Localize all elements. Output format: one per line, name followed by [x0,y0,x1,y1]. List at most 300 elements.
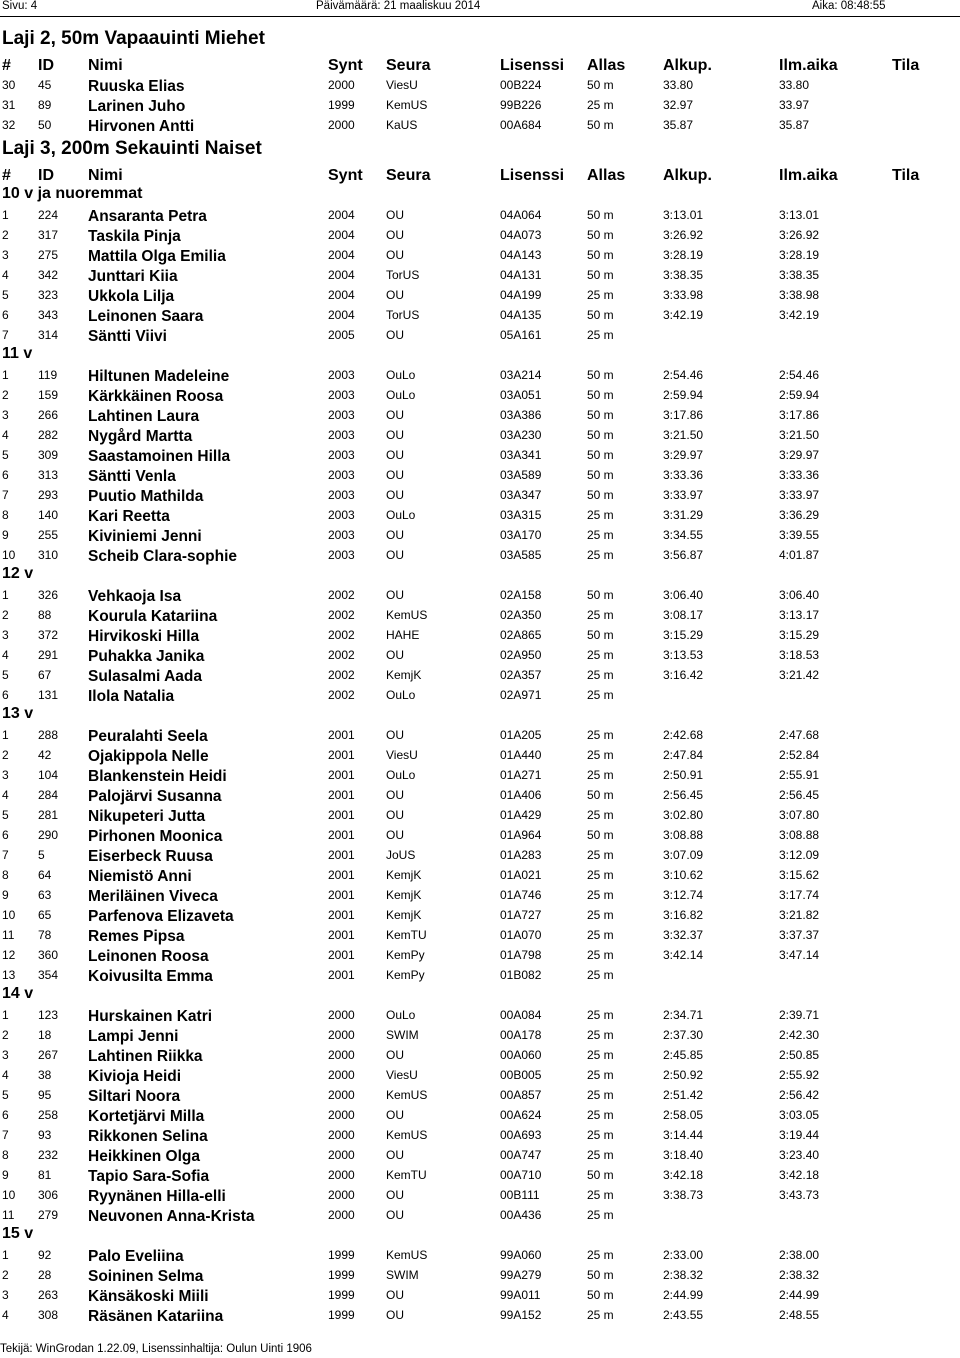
entry-pool: 50 m [587,828,614,842]
entry-pool: 25 m [587,948,614,962]
entry-club: KemjK [386,868,422,882]
entry-reg: 3:36.29 [779,508,820,522]
entry-year: 2004 [328,288,355,302]
entry-row [0,604,960,624]
entry-year: 2002 [328,688,355,702]
entry-row [0,484,960,504]
entry-id: 28 [38,1268,52,1282]
entry-year: 2000 [328,1168,355,1182]
entry-license: 00B005 [500,1068,542,1082]
entry-id: 81 [38,1168,52,1182]
entry-pool: 25 m [587,688,614,702]
entry-year: 2001 [328,928,355,942]
entry-pool: 25 m [587,728,614,742]
entry-id: 317 [38,228,59,242]
entry-id: 89 [38,98,52,112]
entry-num: 3 [2,628,9,642]
entry-name: Heikkinen Olga [88,1148,200,1165]
entry-reg: 2:47.68 [779,728,820,742]
entry-license: 00A747 [500,1148,542,1162]
entry-club: ViesU [386,748,418,762]
entry-name: Leinonen Roosa [88,948,209,965]
entry-year: 2001 [328,728,355,742]
column-header-row [0,164,960,184]
entry-entry: 3:15.29 [663,628,704,642]
column-header-license: Lisenssi [500,57,565,74]
entry-license: 00A060 [500,1048,542,1062]
entry-row [0,384,960,404]
entry-row [0,114,960,134]
entry-year: 1999 [328,1308,355,1322]
entry-reg: 4:01.87 [779,548,820,562]
entry-reg: 2:48.55 [779,1308,820,1322]
entry-entry: 2:50.91 [663,768,704,782]
entry-name: Hirvikoski Hilla [88,628,200,645]
entry-entry: 2:54.46 [663,368,704,382]
entry-entry: 2:56.45 [663,788,704,802]
entry-license: 00A436 [500,1208,542,1222]
entry-id: 67 [38,668,52,682]
entry-name: Kivioja Heidi [88,1068,182,1085]
entry-club: ViesU [386,78,418,92]
entry-license: 00A710 [500,1168,542,1182]
entry-name: Kourula Katariina [88,608,218,625]
entry-year: 2000 [328,1088,355,1102]
entry-row [0,504,960,524]
entry-license: 00A693 [500,1128,542,1142]
entry-num: 9 [2,528,9,542]
entry-reg: 3:08.88 [779,828,820,842]
entry-id: 267 [38,1048,59,1062]
entry-pool: 25 m [587,1308,614,1322]
entry-year: 2003 [328,548,355,562]
entry-id: 288 [38,728,59,742]
entry-num: 4 [2,648,9,662]
entry-name: Neuvonen Anna-Krista [88,1208,255,1225]
entry-pool: 50 m [587,1268,614,1282]
entry-row [0,1064,960,1084]
entry-license: 01A727 [500,908,542,922]
entry-name: Säntti Venla [88,468,176,485]
entry-row [0,664,960,684]
entry-pool: 25 m [587,1028,614,1042]
entry-name: Tapio Sara-Sofia [88,1168,210,1185]
entry-id: 354 [38,968,59,982]
entry-name: Rikkonen Selina [88,1128,208,1145]
entry-pool: 25 m [587,1008,614,1022]
entry-entry: 3:34.55 [663,528,704,542]
entry-num: 8 [2,1148,9,1162]
entry-club: TorUS [386,308,420,322]
entry-year: 2003 [328,388,355,402]
entry-club: OuLo [386,688,416,702]
column-header-pool: Allas [587,57,626,74]
entry-num: 4 [2,788,9,802]
entry-num: 4 [2,268,9,282]
entry-row [0,1244,960,1264]
entry-license: 04A143 [500,248,542,262]
entry-row [0,284,960,304]
entry-club: OU [386,468,404,482]
entry-reg: 3:07.80 [779,808,820,822]
entry-entry: 2:59.94 [663,388,704,402]
entry-num: 5 [2,1088,9,1102]
entry-club: KemjK [386,888,422,902]
entry-entry: 3:13.53 [663,648,704,662]
entry-license: 04A135 [500,308,542,322]
entry-id: 78 [38,928,52,942]
entry-club: OU [386,448,404,462]
entry-pool: 50 m [587,408,614,422]
entry-row [0,1164,960,1184]
entry-license: 03A214 [500,368,542,382]
entry-id: 313 [38,468,59,482]
entry-club: KemPy [386,948,425,962]
entry-reg: 3:38.98 [779,288,820,302]
entry-row [0,464,960,484]
entry-reg: 2:44.99 [779,1288,820,1302]
entry-license: 00B224 [500,78,542,92]
entry-pool: 50 m [587,788,614,802]
entry-entry: 3:38.73 [663,1188,704,1202]
entry-entry: 2:38.32 [663,1268,704,1282]
entry-num: 7 [2,328,9,342]
entry-club: KemjK [386,668,422,682]
entry-license: 99A152 [500,1308,542,1322]
column-header-status: Tila [892,57,920,74]
entry-row [0,1264,960,1284]
entry-reg: 3:42.19 [779,308,820,322]
entry-id: 93 [38,1128,52,1142]
entry-reg: 3:43.73 [779,1188,820,1202]
entry-club: OU [386,1048,404,1062]
entry-club: SWIM [386,1268,419,1282]
entry-num: 1 [2,1008,9,1022]
entry-reg: 3:33.36 [779,468,820,482]
entry-num: 6 [2,468,9,482]
entry-pool: 25 m [587,848,614,862]
entry-reg: 3:29.97 [779,448,820,462]
entry-club: JoUS [386,848,416,862]
entry-license: 01B082 [500,968,542,982]
entry-club: OuLo [386,368,416,382]
entry-reg: 3:21.82 [779,908,820,922]
entry-year: 2002 [328,588,355,602]
entry-id: 343 [38,308,59,322]
entry-name: Lahtinen Laura [88,408,200,425]
entry-license: 05A161 [500,328,542,342]
entry-pool: 25 m [587,868,614,882]
entry-entry: 3:42.14 [663,948,704,962]
entry-year: 2003 [328,448,355,462]
footer-credit: Tekijä: WinGrodan 1.22.09, Lisenssinhaltija: Oulun Uinti 1906 [0,1343,312,1355]
entry-num: 1 [2,1248,9,1262]
entry-license: 00A684 [500,118,542,132]
entry-club: OU [386,1308,404,1322]
entry-license: 01A964 [500,828,542,842]
entry-reg: 3:39.55 [779,528,820,542]
entry-reg: 3:15.62 [779,868,820,882]
event-title: Laji 2, 50m Vapaauinti Miehet [2,28,265,49]
entry-club: OU [386,328,404,342]
entry-name: Blankenstein Heidi [88,768,227,785]
entry-license: 03A589 [500,468,542,482]
entry-year: 2001 [328,768,355,782]
entry-num: 3 [2,1288,9,1302]
entry-reg: 3:21.42 [779,668,820,682]
entry-year: 2001 [328,948,355,962]
entry-reg: 3:12.09 [779,848,820,862]
entry-license: 02A158 [500,588,542,602]
column-header-entry: Alkup. [663,57,712,74]
entry-reg: 2:38.32 [779,1268,820,1282]
entry-row [0,304,960,324]
entry-pool: 25 m [587,1048,614,1062]
entry-club: OU [386,1148,404,1162]
entry-entry: 3:17.86 [663,408,704,422]
entry-reg: 3:33.97 [779,488,820,502]
entry-id: 281 [38,808,59,822]
entry-id: 326 [38,588,59,602]
entry-num: 8 [2,508,9,522]
entry-year: 2000 [328,1208,355,1222]
entry-club: OU [386,588,404,602]
entry-year: 2001 [328,968,355,982]
entry-row [0,74,960,94]
entry-reg: 2:54.46 [779,368,820,382]
entry-license: 02A865 [500,628,542,642]
entry-row [0,544,960,564]
entry-id: 306 [38,1188,59,1202]
entry-year: 2003 [328,528,355,542]
entry-name: Ryynänen Hilla-elli [88,1188,226,1205]
entry-club: OU [386,1208,404,1222]
entry-reg: 3:47.14 [779,948,820,962]
entry-club: OU [386,1108,404,1122]
entry-year: 2000 [328,1008,355,1022]
age-group-title: 14 v [2,985,34,1002]
entry-entry: 3:42.18 [663,1168,704,1182]
entry-pool: 50 m [587,628,614,642]
entry-license: 01A440 [500,748,542,762]
entry-name: Puhakka Janika [88,648,205,665]
entry-license: 03A585 [500,548,542,562]
entry-year: 2001 [328,888,355,902]
entry-year: 2004 [328,268,355,282]
entry-row [0,444,960,464]
entry-license: 04A073 [500,228,542,242]
entry-entry: 3:08.88 [663,828,704,842]
column-header-num: # [2,167,11,184]
entry-year: 2001 [328,748,355,762]
entry-reg: 3:06.40 [779,588,820,602]
entry-id: 140 [38,508,59,522]
entry-license: 99A279 [500,1268,542,1282]
entry-num: 13 [2,968,16,982]
entry-year: 2004 [328,308,355,322]
entry-row [0,864,960,884]
entry-num: 7 [2,848,9,862]
entry-year: 2001 [328,848,355,862]
entry-pool: 50 m [587,488,614,502]
entry-year: 2003 [328,428,355,442]
entry-id: 38 [38,1068,52,1082]
entry-pool: 25 m [587,1088,614,1102]
entry-entry: 35.87 [663,118,694,132]
entry-license: 04A199 [500,288,542,302]
entry-reg: 2:59.94 [779,388,820,402]
entry-pool: 50 m [587,208,614,222]
entry-pool: 25 m [587,1188,614,1202]
column-header-reg: Ilm.aika [779,167,838,184]
entry-name: Hiltunen Madeleine [88,368,230,385]
entry-id: 63 [38,888,52,902]
entry-pool: 50 m [587,78,614,92]
column-header-num: # [2,57,11,74]
entry-entry: 2:33.00 [663,1248,704,1262]
entry-entry: 3:38.35 [663,268,704,282]
entry-num: 5 [2,668,9,682]
entry-year: 2003 [328,408,355,422]
entry-pool: 50 m [587,308,614,322]
entry-reg: 3:19.44 [779,1128,820,1142]
entry-name: Nikupeteri Jutta [88,808,206,825]
entry-pool: 50 m [587,1168,614,1182]
entry-id: 284 [38,788,59,802]
entry-name: Palojärvi Susanna [88,788,222,805]
entry-reg: 2:52.84 [779,748,820,762]
entry-year: 2002 [328,668,355,682]
entry-name: Ansaranta Petra [88,208,207,225]
entry-reg: 33.97 [779,98,810,112]
entry-year: 2000 [328,1068,355,1082]
entry-year: 2000 [328,1048,355,1062]
entry-club: OU [386,408,404,422]
entry-id: 95 [38,1088,52,1102]
column-header-club: Seura [386,167,431,184]
page-header [0,0,960,14]
entry-row [0,1124,960,1144]
entry-club: TorUS [386,268,420,282]
entry-pool: 50 m [587,228,614,242]
entry-license: 00A084 [500,1008,542,1022]
entry-num: 2 [2,1028,9,1042]
entry-row [0,884,960,904]
entry-pool: 25 m [587,968,614,982]
entry-club: KemUS [386,608,428,622]
entry-num: 2 [2,748,9,762]
entry-num: 6 [2,828,9,842]
column-header-id: ID [38,57,54,74]
entry-reg: 3:03.05 [779,1108,820,1122]
entry-club: KemjK [386,908,422,922]
entry-pool: 25 m [587,1208,614,1222]
entry-club: HAHE [386,628,420,642]
entry-license: 02A971 [500,688,542,702]
entry-row [0,1304,960,1324]
entry-reg: 35.87 [779,118,810,132]
entry-license: 03A347 [500,488,542,502]
age-group-title: 13 v [2,705,34,722]
entry-num: 9 [2,1168,9,1182]
entry-row [0,1024,960,1044]
entry-entry: 3:08.17 [663,608,704,622]
entry-entry: 3:28.19 [663,248,704,262]
entry-name: Niemistö Anni [88,868,192,885]
entry-id: 92 [38,1248,52,1262]
entry-name: Hirvonen Antti [88,118,195,135]
entry-id: 258 [38,1108,59,1122]
entry-row [0,1204,960,1224]
entry-name: Larinen Juho [88,98,186,115]
entry-entry: 3:16.82 [663,908,704,922]
entry-reg: 3:13.01 [779,208,820,222]
entry-club: OU [386,228,404,242]
entry-row [0,94,960,114]
entry-year: 2003 [328,368,355,382]
column-header-name: Nimi [88,57,123,74]
entry-name: Sulasalmi Aada [88,668,203,685]
entry-id: 18 [38,1028,52,1042]
entry-name: Pirhonen Moonica [88,828,223,845]
entry-reg: 3:23.40 [779,1148,820,1162]
entry-club: OU [386,648,404,662]
column-header-club: Seura [386,57,431,74]
entry-num: 10 [2,908,16,922]
entry-club: OuLo [386,768,416,782]
entry-entry: 2:50.92 [663,1068,704,1082]
entry-id: 314 [38,328,59,342]
entry-id: 293 [38,488,59,502]
entry-id: 50 [38,118,52,132]
entry-num: 7 [2,488,9,502]
column-header-reg: Ilm.aika [779,57,838,74]
entry-club: OU [386,808,404,822]
entry-pool: 25 m [587,608,614,622]
entry-year: 2005 [328,328,355,342]
entry-entry: 3:33.97 [663,488,704,502]
entry-id: 291 [38,648,59,662]
entry-year: 2000 [328,1148,355,1162]
entry-club: SWIM [386,1028,419,1042]
entry-club: OuLo [386,508,416,522]
entry-id: 308 [38,1308,59,1322]
entry-license: 03A315 [500,508,542,522]
entry-pool: 25 m [587,888,614,902]
entry-year: 2001 [328,828,355,842]
entry-row [0,844,960,864]
entry-club: KemTU [386,1168,427,1182]
entry-row [0,404,960,424]
entry-club: OU [386,428,404,442]
entry-num: 5 [2,448,9,462]
entry-entry: 3:26.92 [663,228,704,242]
entry-entry: 3:21.50 [663,428,704,442]
entry-entry: 2:44.99 [663,1288,704,1302]
column-header-name: Nimi [88,167,123,184]
entry-entry: 2:43.55 [663,1308,704,1322]
entry-reg: 2:39.71 [779,1008,820,1022]
entry-pool: 25 m [587,288,614,302]
entry-pool: 25 m [587,98,614,112]
entry-license: 03A341 [500,448,542,462]
entry-license: 03A386 [500,408,542,422]
entry-pool: 25 m [587,1108,614,1122]
entry-row [0,204,960,224]
entry-entry: 3:10.62 [663,868,704,882]
results-list [0,24,960,1324]
entry-license: 01A070 [500,928,542,942]
